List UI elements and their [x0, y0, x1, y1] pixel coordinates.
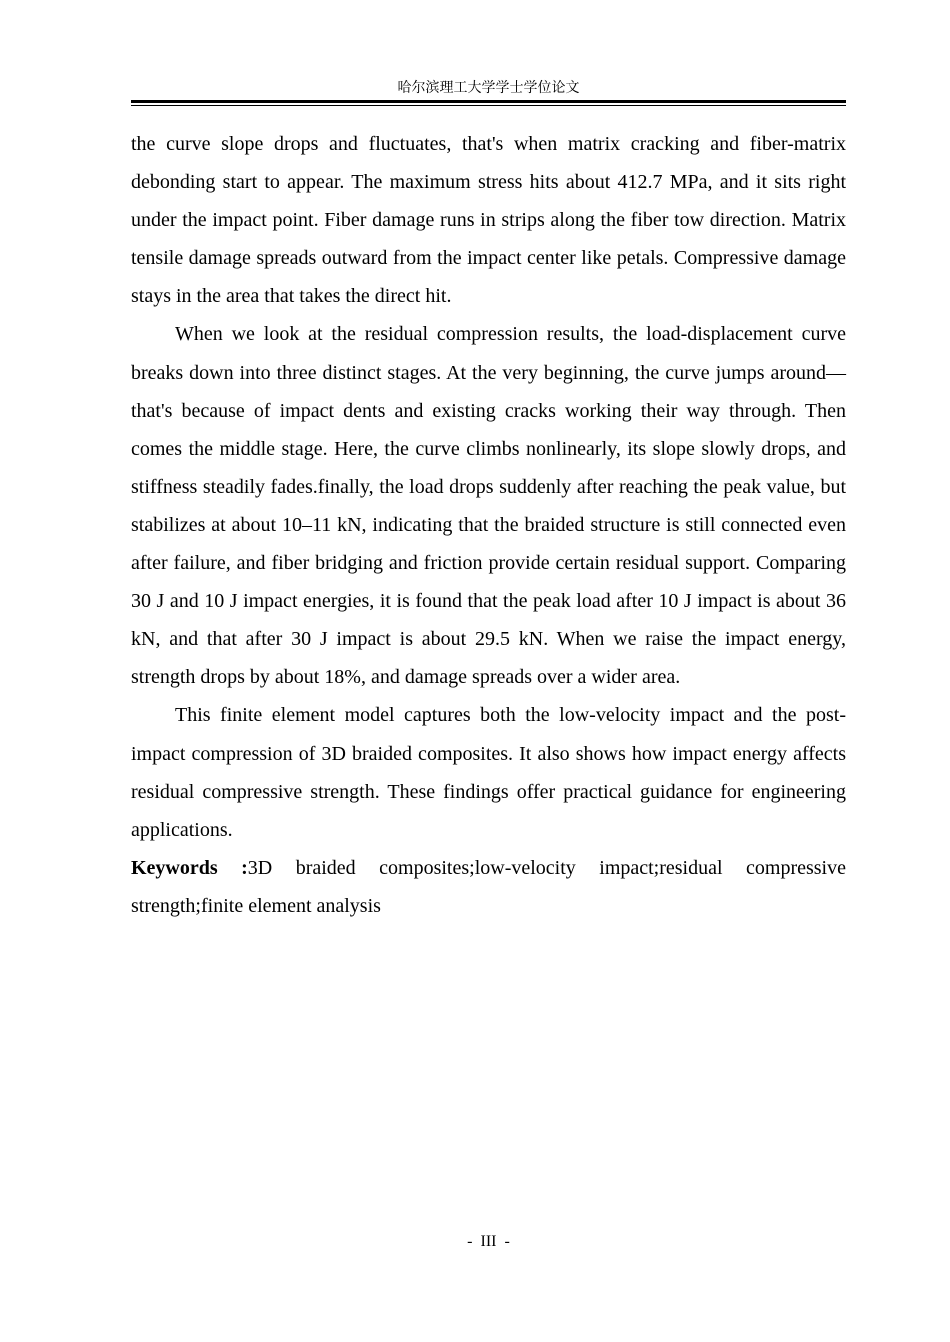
- paragraph-residual-compression: When we look at the residual compression results, the load-displacement curve breaks down into three distinct stages. At the very beginning, the curve jumps around—that's because of impact dents and existing cracks working their way through. Then comes the middle stage. Here, the curve climbs nonlinearly, its slope slowly drops, and stiffness steadily fades.finally, the load drops suddenly after reaching the peak value, but stabilizes at about 10–11 kN, indicating that the braided structure is still connected even after failure, and fiber bridging and friction provide certain residual support. Comparing 30 J and 10 J impact energies, it is found that the peak load after 10 J impact is about 36 kN, and that after 30 J impact is about 29.5 kN. When we raise the impact energy, strength drops by about 18%, and damage spreads over a wider area.: [131, 323, 846, 689]
- paragraph-conclusion: This finite element model captures both the low-velocity impact and the post-impact compression of 3D braided composites. It also shows how impact energy affects residual compressive strength. These findings offer practical guidance for engineering applications.: [131, 704, 846, 841]
- page-number: - III -: [467, 1233, 510, 1250]
- keywords-line: [131, 849, 846, 925]
- body-text: [131, 125, 846, 925]
- keywords-label: Keywords :: [131, 856, 248, 879]
- header-rule-thin: [131, 105, 846, 106]
- keywords-text: 3D braided composites;low-velocity impact;residual compressive strength;finite element analysis: [131, 856, 846, 917]
- header-rule-thick: [131, 100, 846, 103]
- paragraph-continued: the curve slope drops and fluctuates, that's when matrix cracking and fiber-matrix debonding start to appear. The maximum stress hits about 412.7 MPa, and it sits right under the impact point. Fiber damage runs in strips along the fiber tow direction. Matrix tensile damage spreads outward from the impact center like petals. Compressive damage stays in the area that takes the direct hit.: [131, 133, 846, 308]
- running-header: 哈尔滨理工大学学士学位论文: [397, 80, 580, 96]
